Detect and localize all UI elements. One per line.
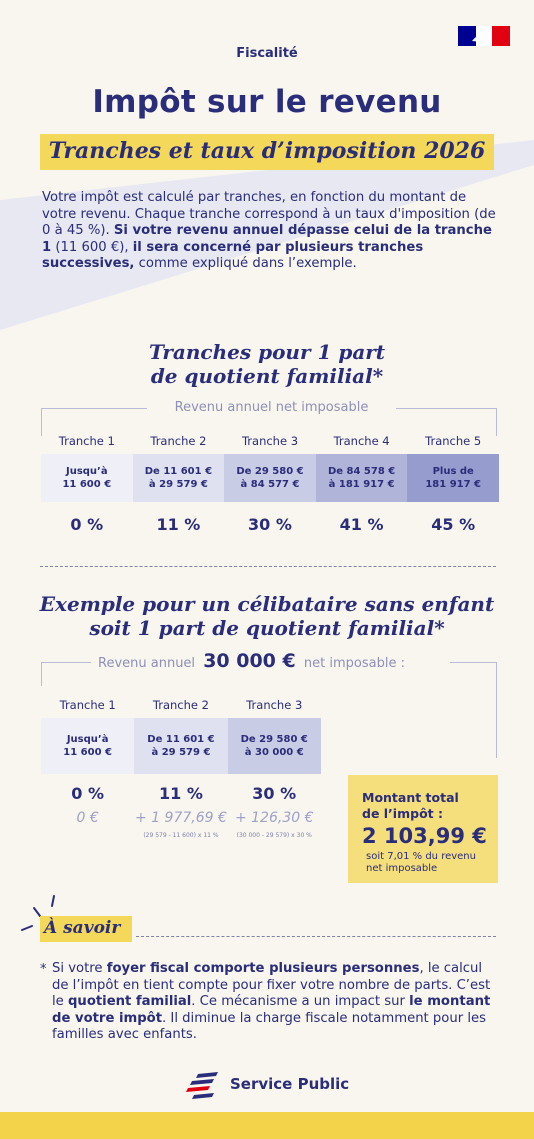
example-tranche-1-amount: 0 € (76, 810, 99, 826)
example-tranche-1-label: Tranche 1 (59, 698, 116, 712)
bracket-3-range (224, 454, 316, 502)
total-value: 2 103,99 € (362, 824, 487, 848)
example-tranche-3-amount: + 126,30 € (234, 810, 314, 826)
bracket-1-label: Tranche 1 (58, 434, 115, 448)
bracket-2-rate: 11 % (156, 515, 201, 534)
intro-bold-1: Si votre revenu annuel dépasse celui de la tranche 1 (42, 223, 492, 255)
section-divider (40, 566, 496, 567)
example-tranche-3-range (228, 718, 321, 774)
republique-francaise-flag-logo (458, 26, 510, 46)
total-label-line1: Montant total (362, 790, 459, 805)
example-tranche-2-label: Tranche 2 (152, 698, 209, 712)
range-line-1: De 11 601 € (147, 734, 215, 745)
example-tranche-2-calc: (29 579 - 11 600) x 11 % (143, 832, 219, 839)
range-line-2: 11 600 € (62, 479, 112, 490)
bracket-1-range (41, 454, 133, 502)
footnote-bold-3: le montant de votre impôt (52, 994, 491, 1026)
savoir-label: À savoir (44, 918, 121, 938)
range-line-1: De 84 578 € (327, 466, 396, 477)
example-tranche-3-calc: (30 000 - 29 579) x 30 % (236, 832, 312, 839)
bracket-5-label: Tranche 5 (425, 434, 482, 448)
bracket-5-rate: 45 % (431, 515, 476, 534)
example-heading-line1: Exemple pour un célibataire sans enfant (39, 592, 495, 616)
range-line-2: à 181 917 € (328, 479, 395, 490)
example-tranche-1-range (41, 718, 134, 774)
page-title: Impôt sur le revenu (92, 84, 442, 120)
footer-bar (0, 1112, 534, 1139)
kicker-label: Fiscalité (236, 46, 298, 61)
example-rule-right-tick (496, 662, 497, 758)
savoir-divider (136, 936, 496, 937)
example-rule-label-before: Revenu annuel (98, 656, 196, 671)
total-note-line2: net imposable (366, 863, 438, 874)
bracket-2-range (133, 454, 225, 502)
total-note-line1: soit 7,01 % du revenu (366, 851, 476, 862)
bracket-4-label: Tranche 4 (333, 434, 390, 448)
range-line-1: Plus de (432, 466, 474, 477)
range-line-2: à 30 000 € (244, 747, 304, 758)
bracket-4-range (316, 454, 408, 502)
intro-text-3: comme expliqué dans l’exemple. (134, 256, 357, 271)
bracket-1-rate: 0 % (70, 515, 104, 534)
brackets-heading-line2: de quotient familial* (150, 364, 384, 388)
rule-left-line (41, 408, 147, 409)
range-line-1: De 29 580 € (240, 734, 308, 745)
range-line-1: De 29 580 € (236, 466, 304, 477)
rule-right-line (396, 408, 496, 409)
footnote-text-1: Si votre (52, 961, 107, 976)
range-line-2: à 29 579 € (148, 479, 208, 490)
example-rule-right-line (450, 662, 496, 663)
footnote-paragraph (52, 961, 500, 1044)
example-tranche-2-amount: + 1 977,69 € (135, 810, 227, 826)
range-line-2: 11 600 € (63, 747, 112, 758)
range-line-1: Jusqu’à (66, 734, 109, 745)
footnote-asterisk: * (40, 962, 47, 977)
footnote-bold-2: quotient familial (67, 994, 192, 1009)
intro-bold-2: il sera concerné par plusieurs tranches successives, (42, 239, 424, 271)
page-subtitle: Tranches et taux d’imposition 2026 (48, 138, 486, 164)
example-rule-label-after: net imposable : (303, 656, 405, 671)
bracket-3-label: Tranche 3 (241, 434, 299, 448)
intro-text-1: Votre impôt est calculé par tranches, en fonction du montant de votre revenu. Chaque tranche correspond à un taux d'imposition (de 0 à 45 %). (42, 190, 496, 238)
service-public-brand: Service Public (230, 1075, 350, 1093)
example-tranche-2-rate: 11 % (159, 784, 203, 803)
example-tranche-3-rate: 30 % (252, 784, 297, 803)
example-tranche-1-rate: 0 % (71, 784, 105, 803)
footnote-text-4: . Il diminue la charge fiscale notamment pour les familles avec enfants. (52, 1010, 486, 1042)
example-tranche-2-range (134, 718, 227, 774)
bracket-3-rate: 30 % (248, 515, 292, 534)
rule-right-tick (496, 408, 497, 436)
intro-text-2: (11 600 €), (51, 239, 133, 255)
example-rule-label (98, 650, 444, 672)
bracket-2-label: Tranche 2 (150, 434, 207, 448)
example-rule-left-tick (41, 662, 42, 686)
footnote-text-3: . Ce mécanisme a un impact sur (191, 994, 410, 1009)
footnote-bold-1: foyer fiscal comporte plusieurs personnes (106, 961, 420, 976)
brackets-rule-label: Revenu annuel net imposable (174, 400, 369, 415)
total-label-line2: de l’impôt : (362, 806, 443, 821)
range-line-2: à 29 579 € (151, 747, 211, 758)
bracket-5-range (407, 454, 499, 502)
rule-left-tick (41, 408, 42, 436)
brackets-heading-line1: Tranches pour 1 part (148, 340, 386, 364)
range-line-2: 181 917 € (425, 479, 482, 490)
footnote-text-2: , le calcul de l’impôt en tient compte pour fixer votre nombre de parts. C’est le (52, 961, 491, 1009)
range-line-1: De 11 601 € (144, 466, 213, 477)
example-rule-left-line (41, 662, 91, 663)
bracket-4-rate: 41 % (339, 515, 384, 534)
intro-paragraph (42, 190, 500, 273)
service-public-logo-icon (184, 1070, 224, 1102)
example-income-amount: 30 000 € (203, 650, 296, 672)
range-line-2: à 84 577 € (240, 479, 300, 490)
range-line-1: Jusqu’à (65, 466, 108, 477)
example-tranche-3-label: Tranche 3 (246, 698, 303, 712)
example-heading-line2: soit 1 part de quotient familial* (89, 616, 445, 640)
